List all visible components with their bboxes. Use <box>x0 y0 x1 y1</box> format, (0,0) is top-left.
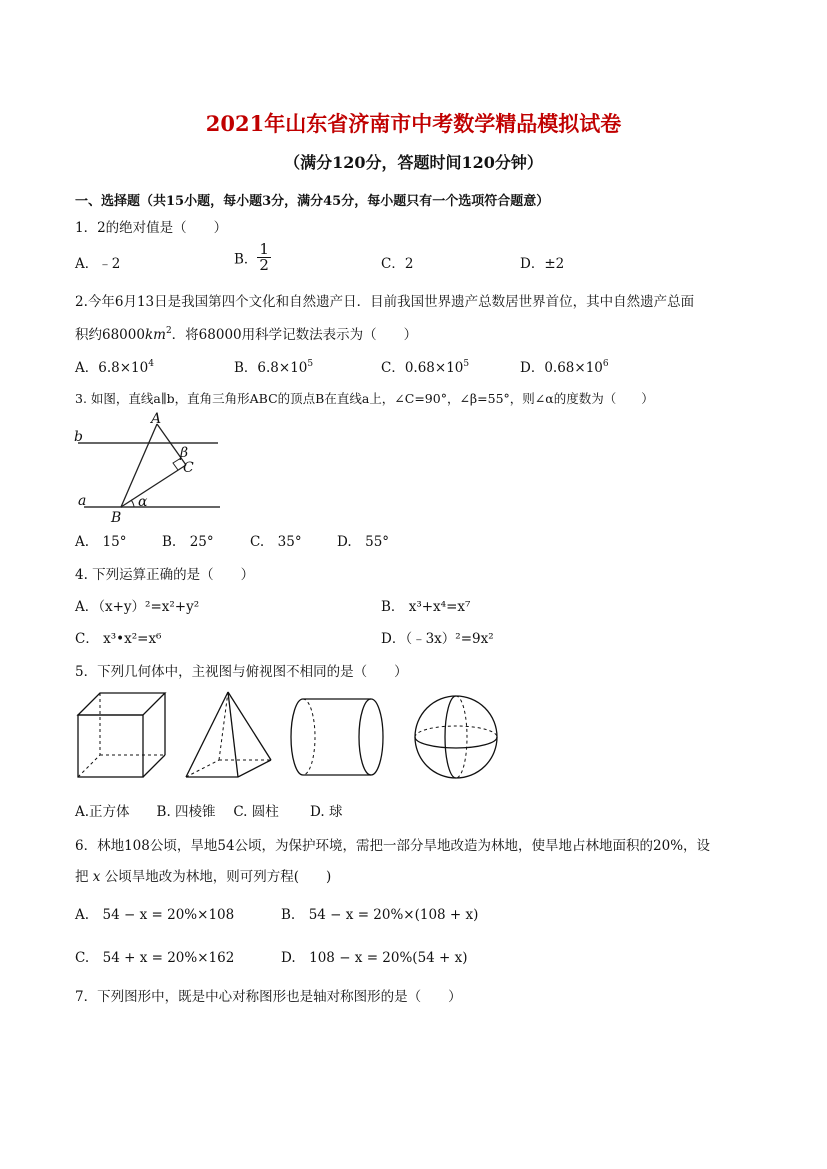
question-7-stem: 7．下列图形中，既是中心对称图形也是轴对称图形的是（ ） <box>75 989 462 1005</box>
cylinder-figure <box>287 695 387 780</box>
section-heading: 一、选择题（共15小题，每小题3分，满分45分，每小题只有一个选项符合题意） <box>75 194 550 209</box>
label-alpha: α <box>138 494 148 510</box>
question-1-stem: 1．2的绝对值是（ ） <box>75 220 228 236</box>
q3-option-b: B. 25° <box>162 534 214 550</box>
q2-a-exp: 4 <box>148 359 154 369</box>
label-beta: β <box>180 445 189 461</box>
q1-option-b <box>234 242 271 273</box>
exam-title: 2021年山东省济南市中考数学精品模拟试卷 <box>205 111 622 136</box>
q1-option-b-label: B． <box>234 251 258 268</box>
q3-figure <box>70 412 230 527</box>
q1-option-c: C．2 <box>381 256 414 272</box>
q2-text-pre: 积约68000 <box>75 327 145 343</box>
q2-unit: km <box>144 327 166 343</box>
q1-option-a: A．﹣2 <box>75 256 121 272</box>
fraction-numerator: 1 <box>259 240 269 258</box>
q2-option-c <box>381 356 469 376</box>
q6-variable: x <box>92 869 101 885</box>
sphere-figure <box>412 692 502 782</box>
exam-subtitle: （满分120分，答题时间120分钟） <box>284 153 543 172</box>
label-B: B <box>111 510 122 526</box>
q2-option-b <box>234 356 313 376</box>
q2-option-d <box>520 356 609 376</box>
question-6-line-1: 6．林地108公顷，旱地54公顷，为保护环境，需把一部分旱地改造为林地，使旱地占林地面积的20%，设 <box>75 838 711 854</box>
q3-option-c: C. 35° <box>250 534 302 550</box>
question-3-stem: 3. 如图，直线a∥b，直角三角形ABC的顶点B在直线a上，∠C=90°，∠β=55°，则∠α的度数为（ ） <box>75 391 654 406</box>
q1-option-d: D．±2 <box>520 256 565 272</box>
q6-text-pre: 把 <box>75 869 93 885</box>
q2-text-post: ．将68000用科学记数法表示为（ ） <box>171 327 418 343</box>
q6-option-d: D. 108 − x = 20%(54 + x) <box>281 950 468 966</box>
q6-option-b: B. 54 − x = 20%×(108 + x) <box>281 907 479 923</box>
angle-alpha-arc <box>131 500 134 507</box>
question-2-line-1: 2.今年6月13日是我国第四个文化和自然遗产日．目前我国世界遗产总数居世界首位，其中自然遗产总面 <box>75 294 695 310</box>
question-6-line-2 <box>75 865 331 885</box>
question-5-stem: 5．下列几何体中，主视图与俯视图不相同的是（ ） <box>75 664 408 680</box>
fraction-denominator: 2 <box>259 256 269 274</box>
q4-option-d: D．（﹣3x）²=9x² <box>381 631 494 647</box>
q4-option-c: C． x³•x²=x⁶ <box>75 631 162 647</box>
q4-option-a: A．（x+y）²=x²+y² <box>75 599 200 615</box>
q2-d-exp: 6 <box>602 359 609 369</box>
q5-options: A.正方体 B. 四棱锥 C. 圆柱 D. 球 <box>75 804 343 820</box>
q2-c-exp: 5 <box>463 359 470 369</box>
q6-text-post: 公顷旱地改为林地，则可列方程( ) <box>100 869 332 885</box>
q2-option-a <box>75 356 154 376</box>
q6-option-a: A. 54 − x = 20%×108 <box>75 907 235 923</box>
question-4-stem: 4. 下列运算正确的是（ ） <box>75 567 255 583</box>
q2-d-base: D．0.68×10 <box>520 360 603 376</box>
label-b: b <box>74 429 83 445</box>
q2-b-base: B．6.8×10 <box>234 360 308 376</box>
cube-figure <box>75 690 170 780</box>
q2-a-base: A．6.8×10 <box>75 360 149 376</box>
label-C: C <box>183 460 194 476</box>
question-2-line-2 <box>75 323 417 343</box>
label-a: a <box>78 493 87 509</box>
label-A: A <box>151 411 162 427</box>
q2-b-exp: 5 <box>307 359 314 369</box>
q6-option-c: C. 54 + x = 20%×162 <box>75 950 235 966</box>
q4-option-b: B． x³+x⁴=x⁷ <box>381 599 471 615</box>
pyramid-figure <box>183 690 278 785</box>
q2-unit-exp: 2 <box>165 326 172 336</box>
q2-c-base: C．0.68×10 <box>381 360 464 376</box>
q3-option-a: A. 15° <box>75 534 127 550</box>
q3-option-d: D. 55° <box>337 534 390 550</box>
fraction <box>257 242 271 273</box>
